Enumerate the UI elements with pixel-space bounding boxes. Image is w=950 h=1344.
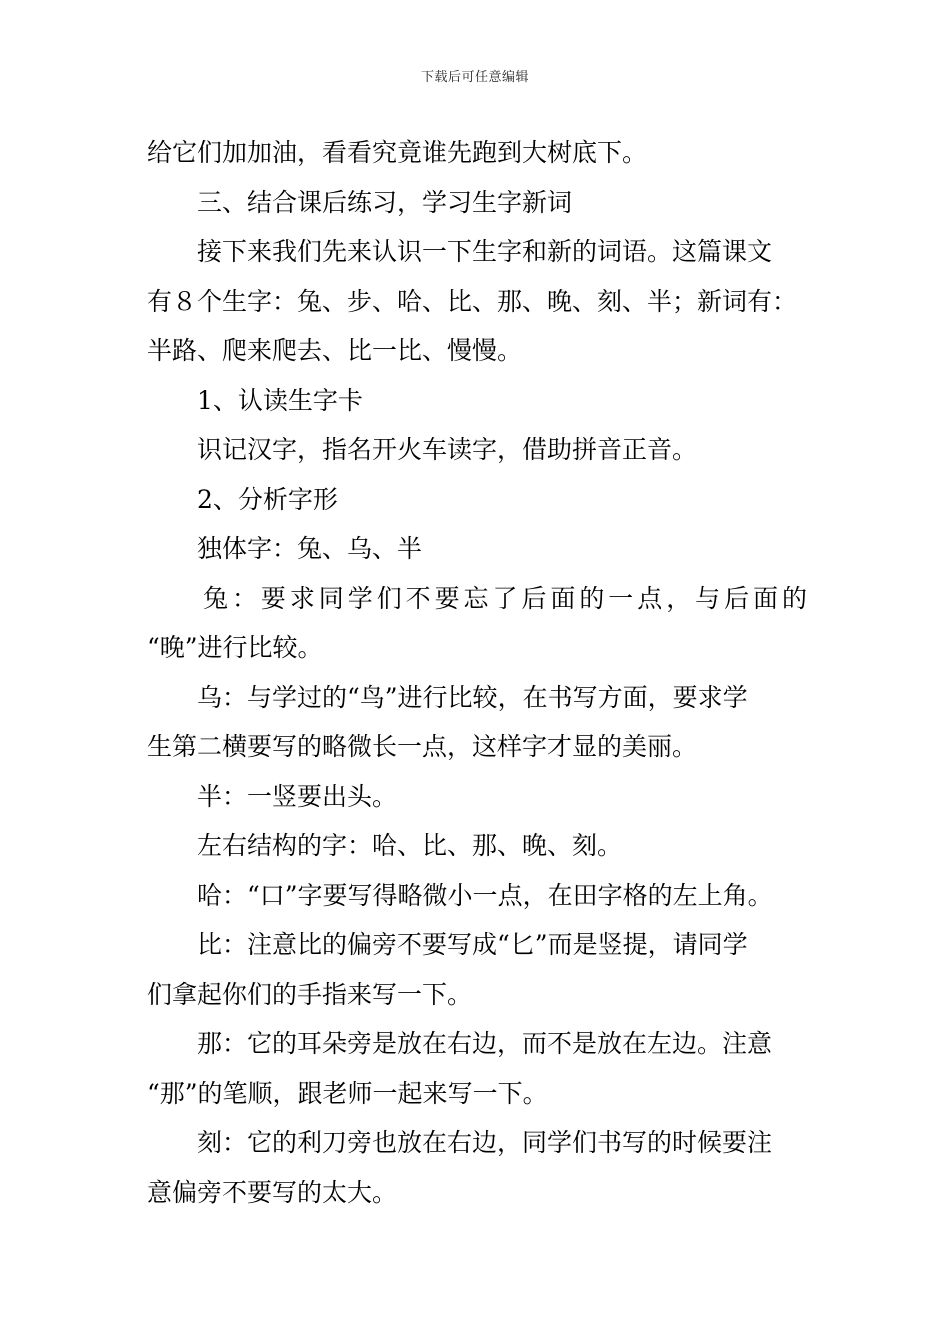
paragraph-line-19: 那：它的耳朵旁是放在右边，而不是放在左边。注意 — [197, 1029, 773, 1058]
paragraph-line-17: 比：注意比的偏旁不要写成“匕”而是竖提，请同学 — [197, 930, 748, 959]
paragraph-line-5: 半路、爬来爬去、比一比、慢慢。 — [147, 336, 523, 365]
paragraph-line-21: 刻：它的利刀旁也放在右边，同学们书写的时候要注 — [197, 1128, 773, 1157]
paragraph-line-9: 独体字：兔、乌、半 — [197, 534, 423, 563]
subheading-1: 1、认读生字卡 — [197, 385, 363, 415]
document-body — [147, 128, 807, 1217]
section-heading-3: 三、结合课后练习，学习生字新词 — [197, 187, 573, 217]
paragraph-line-10: 兔：要求同学们不要忘了后面的一点，与后面的 — [203, 583, 807, 613]
paragraph-line-18: 们拿起你们的手指来写一下。 — [147, 979, 473, 1009]
paragraph-line-15: 左右结构的字：哈、比、那、晚、刻。 — [197, 831, 623, 860]
paragraph-line-16: 哈：“口”字要写得略微小一点，在田字格的左上角。 — [197, 880, 773, 910]
paragraph-line-7: 识记汉字，指名开火车读字，借助拼音正音。 — [197, 435, 698, 464]
paragraph-line-12: 乌：与学过的“鸟”进行比较，在书写方面，要求学 — [197, 682, 748, 712]
paragraph-line-13: 生第二横要写的略微长一点，这样字才显的美丽。 — [147, 732, 698, 761]
paragraph-line-14: 半：一竖要出头。 — [197, 781, 398, 811]
paragraph-line-22: 意偏旁不要写的太大。 — [147, 1177, 398, 1207]
paragraph-line-4: 有８个生字：兔、步、哈、比、那、晚、刻、半；新词有： — [147, 286, 798, 316]
paragraph-line-11: “晚”进行比较。 — [147, 633, 323, 662]
paragraph-line-20: “那”的笔顺，跟老师一起来写一下。 — [147, 1078, 548, 1108]
subheading-2: 2、分析字形 — [197, 484, 338, 514]
paragraph-line-1: 给它们加加油，看看究竟谁先跑到大树底下。 — [147, 138, 648, 167]
page-header: 下载后可任意编辑 — [420, 70, 529, 85]
paragraph-line-3: 接下来我们先来认识一下生字和新的词语。这篇课文 — [197, 237, 773, 266]
